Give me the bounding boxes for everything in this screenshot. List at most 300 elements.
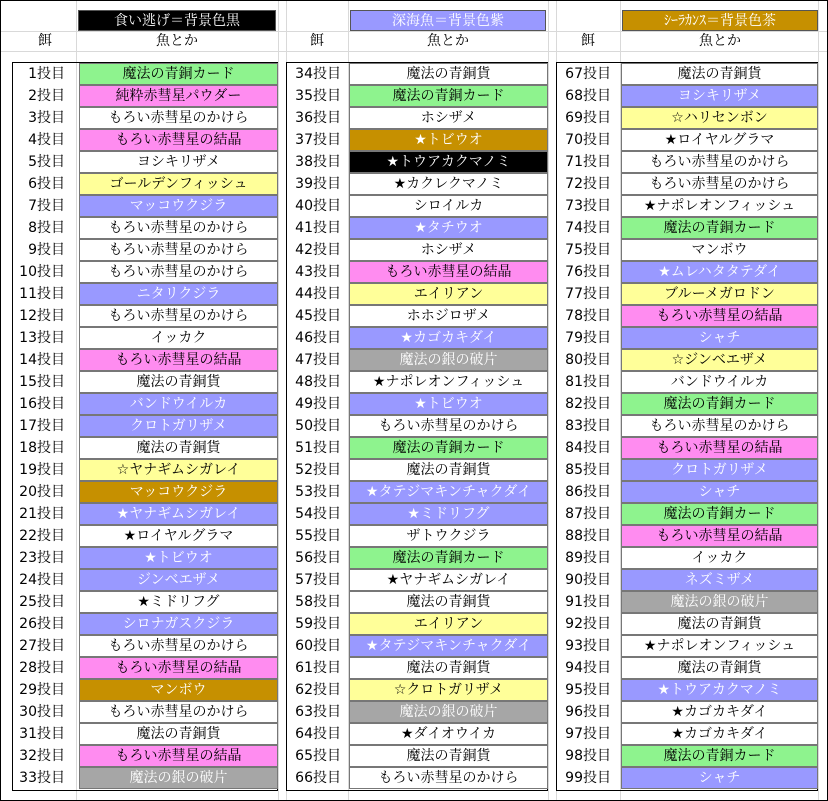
table-row	[287, 723, 547, 745]
table-row	[557, 63, 817, 85]
fish-cell: マッコウクジラ	[79, 481, 278, 503]
bait-number: 54投目	[295, 506, 341, 522]
grid-line	[818, 0, 819, 801]
table-row	[13, 459, 277, 481]
fish-cell: 魔法の青銅カード	[621, 393, 818, 415]
bait-number: 34投目	[295, 66, 341, 82]
table-row	[287, 173, 547, 195]
bait-number: 84投目	[565, 440, 611, 456]
table-row	[287, 151, 547, 173]
catch-table-3	[556, 62, 818, 791]
fish-cell: ★ロイヤルグラマ	[79, 525, 278, 547]
bait-number: 87投目	[565, 506, 611, 522]
fish-cell: 魔法の青銅カード	[621, 503, 818, 525]
fish-cell: もろい赤彗星のかけら	[79, 239, 278, 261]
table-row	[13, 327, 277, 349]
bait-number: 48投目	[295, 374, 341, 390]
table-row	[287, 481, 547, 503]
fish-cell: ★ミドリフグ	[349, 503, 548, 525]
bait-number: 99投目	[565, 770, 611, 786]
fish-cell: 魔法の青銅貨	[621, 63, 818, 85]
table-row	[287, 767, 547, 789]
fish-cell: 魔法の青銅カード	[349, 547, 548, 569]
bait-number: 4投目	[28, 132, 65, 148]
table-row	[557, 349, 817, 371]
bait-number: 38投目	[295, 154, 341, 170]
table-row	[13, 503, 277, 525]
table-row	[557, 107, 817, 129]
fish-cell: ☆ヤナギムシガレイ	[79, 459, 278, 481]
fish-cell: バンドウイルカ	[79, 393, 278, 415]
table-row	[557, 261, 817, 283]
fish-cell: シャチ	[621, 327, 818, 349]
table-row	[557, 327, 817, 349]
fish-cell: 魔法の青銅貨	[349, 657, 548, 679]
fish-cell: エイリアン	[349, 613, 548, 635]
bait-number: 66投目	[295, 770, 341, 786]
bait-number: 37投目	[295, 132, 341, 148]
fish-cell: もろい赤彗星のかけら	[79, 305, 278, 327]
table-row	[557, 503, 817, 525]
fish-cell: ネズミザメ	[621, 569, 818, 591]
fish-cell: ★タチウオ	[349, 217, 548, 239]
table-row	[557, 283, 817, 305]
bait-number: 36投目	[295, 110, 341, 126]
grid-line	[278, 0, 279, 801]
header-bait: 餌	[310, 33, 324, 49]
table-row	[287, 63, 547, 85]
table-row	[13, 305, 277, 327]
fish-cell: ★トウアカクマノミ	[349, 151, 548, 173]
table-row	[13, 745, 277, 767]
header-bait: 餌	[38, 33, 52, 49]
bait-number: 44投目	[295, 286, 341, 302]
table-row	[287, 415, 547, 437]
bait-number: 10投目	[19, 264, 65, 280]
fish-cell: もろい赤彗星のかけら	[79, 217, 278, 239]
fish-cell: もろい赤彗星の結晶	[349, 261, 548, 283]
bait-number: 76投目	[565, 264, 611, 280]
table-row	[557, 635, 817, 657]
table-row	[287, 547, 547, 569]
table-row	[13, 701, 277, 723]
bait-number: 5投目	[28, 154, 65, 170]
bait-number: 2投目	[28, 88, 65, 104]
bait-number: 52投目	[295, 462, 341, 478]
fish-cell: ★カゴカキダイ	[621, 701, 818, 723]
bait-number: 47投目	[295, 352, 341, 368]
bait-number: 69投目	[565, 110, 611, 126]
fish-cell: マッコウクジラ	[79, 195, 278, 217]
fish-cell: シロナガスクジラ	[79, 613, 278, 635]
bait-number: 13投目	[19, 330, 65, 346]
bait-number: 77投目	[565, 286, 611, 302]
bait-number: 72投目	[565, 176, 611, 192]
fish-cell: バンドウイルカ	[621, 371, 818, 393]
bait-number: 51投目	[295, 440, 341, 456]
bait-number: 22投目	[19, 528, 65, 544]
bait-number: 27投目	[19, 638, 65, 654]
bait-number: 70投目	[565, 132, 611, 148]
bait-number: 90投目	[565, 572, 611, 588]
table-row	[287, 459, 547, 481]
grid-line	[0, 51, 828, 52]
bait-number: 29投目	[19, 682, 65, 698]
bait-number: 89投目	[565, 550, 611, 566]
fish-cell: ゴールデンフィッシュ	[79, 173, 278, 195]
fish-cell: 魔法の青銅カード	[349, 85, 548, 107]
fish-cell: ★ダイオウイカ	[349, 723, 548, 745]
fish-cell: 魔法の青銅カード	[79, 63, 278, 85]
fish-cell: 魔法の青銅貨	[621, 657, 818, 679]
table-row	[13, 591, 277, 613]
table-row	[557, 415, 817, 437]
bait-number: 19投目	[19, 462, 65, 478]
table-row	[287, 371, 547, 393]
bait-number: 49投目	[295, 396, 341, 412]
fish-cell: 魔法の青銅貨	[349, 63, 548, 85]
table-row	[13, 393, 277, 415]
bait-number: 95投目	[565, 682, 611, 698]
fish-cell: ★ヤナギムシガレイ	[349, 569, 548, 591]
fish-cell: エイリアン	[349, 283, 548, 305]
fish-cell: もろい赤彗星のかけら	[79, 635, 278, 657]
table-row	[557, 85, 817, 107]
fish-cell: 魔法の青銅貨	[79, 437, 278, 459]
table-row	[557, 657, 817, 679]
table-row	[13, 547, 277, 569]
table-row	[557, 481, 817, 503]
table-row	[287, 261, 547, 283]
bait-number: 32投目	[19, 748, 65, 764]
fish-cell: もろい赤彗星の結晶	[621, 525, 818, 547]
fish-cell: ★トウアカクマノミ	[621, 679, 818, 701]
fish-cell: ★ムレハタタテダイ	[621, 261, 818, 283]
bait-number: 9投目	[28, 242, 65, 258]
bait-number: 81投目	[565, 374, 611, 390]
table-row	[13, 173, 277, 195]
table-row	[557, 239, 817, 261]
bait-number: 93投目	[565, 638, 611, 654]
fish-cell: ☆ジンベエザメ	[621, 349, 818, 371]
table-row	[13, 613, 277, 635]
bait-number: 16投目	[19, 396, 65, 412]
table-row	[13, 481, 277, 503]
table-row	[287, 327, 547, 349]
bait-number: 53投目	[295, 484, 341, 500]
table-row	[557, 613, 817, 635]
table-row	[557, 393, 817, 415]
bait-number: 8投目	[28, 220, 65, 236]
table-row	[13, 723, 277, 745]
table-row	[557, 569, 817, 591]
table-row	[287, 437, 547, 459]
fish-cell: ★ナポレオンフィッシュ	[621, 635, 818, 657]
table-row	[287, 305, 547, 327]
table-row	[287, 503, 547, 525]
bait-number: 98投目	[565, 748, 611, 764]
fish-cell: もろい赤彗星のかけら	[349, 415, 548, 437]
bait-number: 7投目	[28, 198, 65, 214]
bait-number: 91投目	[565, 594, 611, 610]
table-row	[287, 591, 547, 613]
fish-cell: 魔法の銀の破片	[79, 767, 278, 789]
table-row	[557, 701, 817, 723]
fish-cell: ホシザメ	[349, 239, 548, 261]
table-row	[287, 679, 547, 701]
table-row	[557, 547, 817, 569]
catch-table-1	[12, 62, 278, 791]
fish-cell: もろい赤彗星の結晶	[79, 349, 278, 371]
bait-number: 25投目	[19, 594, 65, 610]
bait-number: 24投目	[19, 572, 65, 588]
header-fish: 魚とか	[156, 33, 198, 49]
table-row	[557, 173, 817, 195]
fish-cell: もろい赤彗星のかけら	[621, 151, 818, 173]
fish-cell: ★ヤナギムシガレイ	[79, 503, 278, 525]
bait-number: 67投目	[565, 66, 611, 82]
bait-number: 97投目	[565, 726, 611, 742]
fish-cell: 魔法の青銅貨	[79, 371, 278, 393]
fish-cell: もろい赤彗星の結晶	[79, 745, 278, 767]
fish-cell: もろい赤彗星の結晶	[79, 657, 278, 679]
bait-number: 78投目	[565, 308, 611, 324]
fish-cell: シャチ	[621, 481, 818, 503]
fish-cell: 魔法の銀の破片	[349, 349, 548, 371]
bait-number: 33投目	[19, 770, 65, 786]
fish-cell: もろい赤彗星のかけら	[79, 701, 278, 723]
table-row	[287, 129, 547, 151]
bait-number: 80投目	[565, 352, 611, 368]
bait-number: 30投目	[19, 704, 65, 720]
bait-number: 73投目	[565, 198, 611, 214]
table-row	[13, 283, 277, 305]
fish-cell: シロイルカ	[349, 195, 548, 217]
fish-cell: ★タテジマキンチャクダイ	[349, 635, 548, 657]
bait-number: 68投目	[565, 88, 611, 104]
table-row	[557, 525, 817, 547]
table-row	[287, 613, 547, 635]
table-row	[557, 591, 817, 613]
fish-cell: シャチ	[621, 767, 818, 789]
table-row	[557, 217, 817, 239]
fish-cell: ★トビウオ	[349, 393, 548, 415]
fish-cell: ジンベエザメ	[79, 569, 278, 591]
bait-number: 86投目	[565, 484, 611, 500]
fish-cell: ニタリクジラ	[79, 283, 278, 305]
table-row	[287, 569, 547, 591]
table-row	[287, 701, 547, 723]
table-row	[557, 305, 817, 327]
bait-number: 18投目	[19, 440, 65, 456]
table-row	[13, 239, 277, 261]
fish-cell: ヨシキリザメ	[79, 151, 278, 173]
bait-number: 45投目	[295, 308, 341, 324]
bait-number: 55投目	[295, 528, 341, 544]
bait-number: 92投目	[565, 616, 611, 632]
table-row	[287, 525, 547, 547]
bait-number: 83投目	[565, 418, 611, 434]
table-row	[13, 63, 277, 85]
table-row	[557, 459, 817, 481]
table-row	[287, 393, 547, 415]
header-fish: 魚とか	[699, 33, 741, 49]
bait-number: 14投目	[19, 352, 65, 368]
catch-table-2	[286, 62, 548, 791]
table-row	[287, 107, 547, 129]
fish-cell: もろい赤彗星のかけら	[349, 767, 548, 789]
legend-purple: 深海魚＝背景色紫	[350, 10, 546, 31]
fish-cell: 魔法の青銅貨	[349, 745, 548, 767]
bait-number: 35投目	[295, 88, 341, 104]
fish-cell: マンボウ	[79, 679, 278, 701]
fish-cell: 魔法の青銅貨	[621, 613, 818, 635]
table-row	[13, 85, 277, 107]
table-row	[13, 371, 277, 393]
table-row	[287, 349, 547, 371]
legend-black: 食い逃げ＝背景色黒	[78, 10, 276, 31]
bait-number: 82投目	[565, 396, 611, 412]
fish-cell: もろい赤彗星のかけら	[621, 415, 818, 437]
table-row	[557, 767, 817, 789]
fish-cell: イッカク	[621, 547, 818, 569]
fish-cell: ★カクレクマノミ	[349, 173, 548, 195]
table-row	[13, 415, 277, 437]
table-row	[13, 679, 277, 701]
table-row	[13, 261, 277, 283]
table-row	[557, 745, 817, 767]
table-row	[557, 129, 817, 151]
fish-cell: ★ロイヤルグラマ	[621, 129, 818, 151]
bait-number: 21投目	[19, 506, 65, 522]
table-row	[13, 107, 277, 129]
bait-number: 28投目	[19, 660, 65, 676]
bait-number: 63投目	[295, 704, 341, 720]
table-row	[557, 371, 817, 393]
bait-number: 85投目	[565, 462, 611, 478]
bait-number: 50投目	[295, 418, 341, 434]
table-row	[287, 745, 547, 767]
bait-number: 56投目	[295, 550, 341, 566]
table-row	[13, 129, 277, 151]
bait-number: 71投目	[565, 154, 611, 170]
bait-number: 94投目	[565, 660, 611, 676]
fish-cell: ヨシキリザメ	[621, 85, 818, 107]
bait-number: 23投目	[19, 550, 65, 566]
table-row	[13, 195, 277, 217]
bait-number: 74投目	[565, 220, 611, 236]
fish-cell: もろい赤彗星のかけら	[79, 261, 278, 283]
fish-cell: 魔法の青銅カード	[621, 745, 818, 767]
fish-cell: ★トビウオ	[79, 547, 278, 569]
header-bait: 餌	[581, 33, 595, 49]
bait-number: 6投目	[28, 176, 65, 192]
bait-number: 3投目	[28, 110, 65, 126]
bait-number: 12投目	[19, 308, 65, 324]
bait-number: 20投目	[19, 484, 65, 500]
fish-cell: もろい赤彗星の結晶	[621, 437, 818, 459]
table-row	[557, 723, 817, 745]
fish-cell: ☆クロトガリザメ	[349, 679, 548, 701]
table-row	[557, 151, 817, 173]
table-row	[287, 195, 547, 217]
bait-number: 41投目	[295, 220, 341, 236]
fish-cell: ☆ハリセンボン	[621, 107, 818, 129]
bait-number: 46投目	[295, 330, 341, 346]
table-row	[287, 217, 547, 239]
bait-number: 61投目	[295, 660, 341, 676]
table-row	[13, 217, 277, 239]
table-row	[287, 283, 547, 305]
bait-number: 42投目	[295, 242, 341, 258]
fish-cell: 魔法の銀の破片	[621, 591, 818, 613]
bait-number: 64投目	[295, 726, 341, 742]
bait-number: 1投目	[28, 66, 65, 82]
table-row	[557, 195, 817, 217]
fish-cell: ★トビウオ	[349, 129, 548, 151]
fish-cell: もろい赤彗星の結晶	[79, 129, 278, 151]
table-row	[557, 437, 817, 459]
bait-number: 15投目	[19, 374, 65, 390]
bait-number: 26投目	[19, 616, 65, 632]
fish-cell: 魔法の青銅貨	[79, 723, 278, 745]
bait-number: 17投目	[19, 418, 65, 434]
fish-cell: 魔法の銀の破片	[349, 701, 548, 723]
fish-cell: ★タテジマキンチャクダイ	[349, 481, 548, 503]
table-row	[13, 151, 277, 173]
table-row	[13, 569, 277, 591]
bait-number: 59投目	[295, 616, 341, 632]
table-row	[13, 437, 277, 459]
fish-cell: もろい赤彗星のかけら	[79, 107, 278, 129]
fish-cell: 魔法の青銅貨	[349, 591, 548, 613]
bait-number: 57投目	[295, 572, 341, 588]
header-fish: 魚とか	[427, 33, 469, 49]
bait-number: 65投目	[295, 748, 341, 764]
table-row	[287, 239, 547, 261]
fish-cell: ザトウクジラ	[349, 525, 548, 547]
fish-cell: ホシザメ	[349, 107, 548, 129]
table-row	[13, 525, 277, 547]
bait-number: 40投目	[295, 198, 341, 214]
fish-cell: クロトガリザメ	[79, 415, 278, 437]
table-row	[287, 85, 547, 107]
fish-cell: ★ナポレオンフィッシュ	[621, 195, 818, 217]
bait-number: 96投目	[565, 704, 611, 720]
fish-cell: 魔法の青銅カード	[349, 437, 548, 459]
bait-number: 58投目	[295, 594, 341, 610]
fish-cell: もろい赤彗星のかけら	[621, 173, 818, 195]
fish-cell: イッカク	[79, 327, 278, 349]
grid-line	[548, 0, 549, 801]
fish-cell: マンボウ	[621, 239, 818, 261]
table-row	[13, 657, 277, 679]
fish-cell: もろい赤彗星の結晶	[621, 305, 818, 327]
fish-cell: ★ミドリフグ	[79, 591, 278, 613]
fish-cell: ★カゴカキダイ	[621, 723, 818, 745]
bait-number: 75投目	[565, 242, 611, 258]
bait-number: 60投目	[295, 638, 341, 654]
fish-cell: ★ナポレオンフィッシュ	[349, 371, 548, 393]
bait-number: 88投目	[565, 528, 611, 544]
table-row	[287, 657, 547, 679]
table-row	[13, 635, 277, 657]
table-row	[13, 349, 277, 371]
bait-number: 11投目	[19, 286, 65, 302]
bait-number: 62投目	[295, 682, 341, 698]
legend-brown: ｼｰﾗｶﾝｽ＝背景色茶	[622, 10, 818, 31]
fish-cell: 魔法の青銅貨	[349, 459, 548, 481]
